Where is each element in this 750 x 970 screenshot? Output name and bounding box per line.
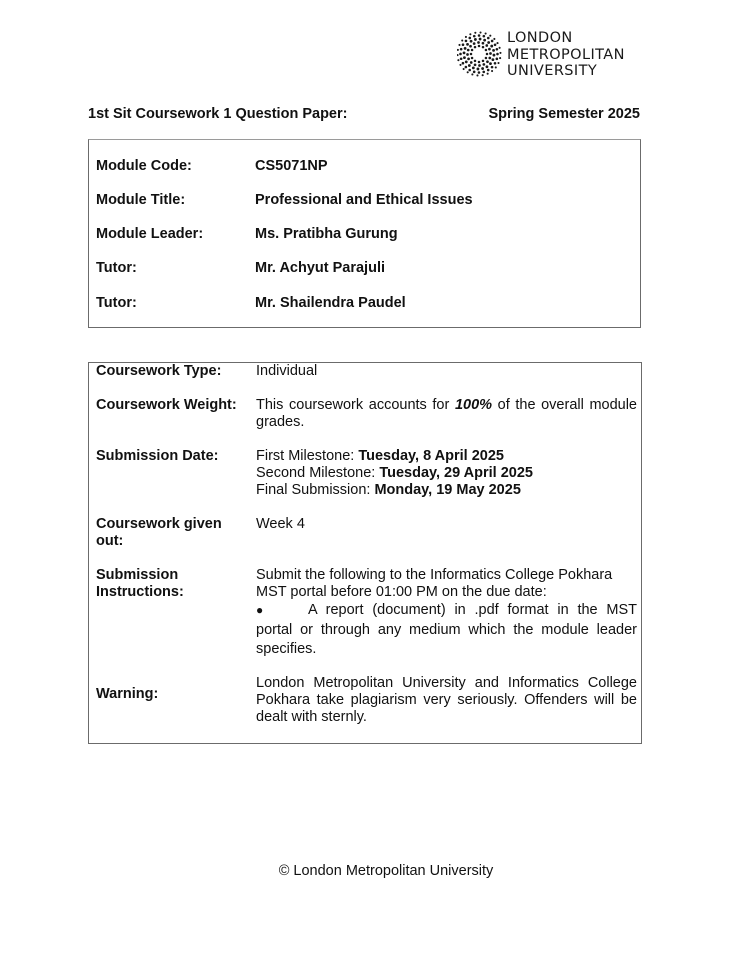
paper-header	[88, 106, 640, 124]
seal-dot	[471, 49, 474, 52]
seal-dot	[479, 32, 481, 34]
seal-dot	[491, 70, 493, 72]
seal-dot	[466, 43, 469, 46]
seal-dot	[494, 62, 497, 65]
seal-dot	[477, 68, 480, 71]
seal-dot	[489, 62, 492, 65]
seal-dot	[485, 32, 487, 34]
seal-dot	[457, 59, 459, 61]
seal-dot	[468, 37, 471, 40]
submission-instructions-label: Submission Instructions:	[96, 567, 184, 600]
seal-dot	[493, 38, 495, 40]
seal-dot	[468, 69, 471, 72]
coursework-details-box	[88, 362, 642, 744]
seal-dot	[478, 64, 481, 67]
milestone-second-label: Second Milestone:	[256, 465, 380, 481]
seal-dot	[483, 35, 486, 38]
seal-dot	[496, 48, 499, 51]
seal-dot	[496, 42, 498, 44]
seal-dot	[494, 43, 497, 46]
milestone-final	[256, 482, 637, 499]
seal-dot	[489, 52, 492, 55]
university-seal-icon	[457, 28, 503, 82]
seal-dot	[472, 67, 475, 70]
coursework-type-value: Individual	[256, 363, 318, 379]
weight-text-pre: This coursework accounts for	[256, 397, 455, 413]
logo-wordmark	[507, 30, 625, 80]
seal-dot	[467, 58, 470, 61]
seal-dot	[462, 43, 465, 46]
copyright-footer: © London Metropolitan University	[278, 863, 494, 879]
seal-dot	[481, 67, 484, 70]
seal-dot	[469, 33, 471, 35]
seal-dot	[483, 63, 486, 66]
milestone-second	[256, 465, 637, 482]
seal-dot	[458, 44, 460, 46]
milestone-first-label: First Milestone:	[256, 448, 359, 464]
warning-label: Warning:	[96, 686, 159, 702]
coursework-weight-label: Coursework Weight:	[96, 397, 237, 413]
seal-dot	[465, 36, 467, 38]
seal-dot	[477, 41, 480, 44]
module-leader-label: Module Leader:	[96, 226, 204, 242]
seal-dot	[485, 57, 488, 60]
seal-dot	[486, 53, 489, 56]
seal-dot	[495, 66, 497, 68]
seal-dot	[499, 47, 501, 49]
seal-dot	[487, 73, 489, 75]
seal-dot	[499, 52, 501, 54]
seal-dot	[463, 68, 465, 70]
seal-dot	[463, 52, 466, 55]
seal-dot	[478, 34, 481, 37]
seal-dot	[487, 41, 490, 44]
tutor-value-1: Mr. Achyut Parajuli	[255, 260, 385, 276]
seal-dot	[474, 63, 477, 66]
instructions-bullet	[256, 601, 637, 660]
seal-dot	[469, 45, 472, 48]
seal-dot	[482, 74, 484, 76]
seal-dot	[465, 66, 468, 69]
seal-dot	[457, 49, 459, 51]
seal-dot	[459, 64, 461, 66]
seal-dot	[471, 73, 473, 75]
seal-dot	[485, 49, 488, 52]
seal-dot	[465, 40, 468, 43]
seal-dot	[476, 74, 478, 76]
seal-dot	[487, 37, 490, 40]
seal-dot	[470, 40, 473, 43]
seal-dot	[474, 46, 477, 49]
milestone-first-date: Tuesday, 8 April 2025	[358, 448, 504, 464]
seal-dot	[470, 53, 473, 56]
submission-date-label: Submission Date:	[96, 448, 219, 464]
seal-dot	[460, 57, 463, 60]
warning-text: London Metropolitan University and Informatics College Pokhara take plagiarism very seriously. Offenders will be dealt with sternly.	[256, 675, 637, 725]
seal-dot	[474, 60, 477, 63]
seal-dot	[499, 57, 501, 59]
seal-dot	[473, 71, 476, 74]
seal-dot	[488, 48, 491, 51]
weight-text-post: of the overall module grades.	[256, 397, 637, 430]
milestone-final-label: Final Submission:	[256, 482, 375, 498]
seal-dot	[490, 45, 493, 48]
seal-dot	[473, 35, 476, 38]
bullet-icon: ●	[256, 603, 264, 617]
module-title-value: Professional and Ethical Issues	[255, 192, 473, 208]
seal-dot	[482, 46, 485, 49]
seal-dot	[486, 60, 489, 63]
instructions-text: Submit the following to the Informatics College Pokhara MST portal before 01:00 PM on the due date:	[256, 567, 613, 600]
submission-instructions	[256, 567, 637, 660]
seal-dot	[492, 58, 495, 61]
seal-dot	[457, 54, 459, 56]
seal-dot	[479, 38, 482, 41]
seal-dot	[487, 69, 490, 72]
seal-dot	[459, 53, 462, 56]
seal-dot	[489, 35, 491, 37]
seal-dot	[461, 40, 463, 42]
seal-dot	[482, 42, 485, 45]
coursework-given-label: Coursework given out:	[96, 516, 222, 549]
tutor-label-2: Tutor:	[96, 295, 137, 311]
logo-line-3: UNIVERSITY	[507, 63, 598, 79]
seal-dot	[497, 62, 499, 64]
seal-dot	[488, 57, 491, 60]
coursework-type-label: Coursework Type:	[96, 363, 222, 379]
tutor-label-1: Tutor:	[96, 260, 137, 276]
module-leader-value: Ms. Pratibha Gurung	[255, 226, 398, 242]
seal-dot	[478, 71, 481, 74]
seal-dot	[496, 58, 499, 61]
milestone-final-date: Monday, 19 May 2025	[374, 482, 521, 498]
seal-dot	[460, 48, 463, 51]
seal-dot	[467, 71, 469, 73]
milestone-first	[256, 448, 637, 465]
module-code-label: Module Code:	[96, 158, 192, 174]
seal-dot	[478, 45, 481, 48]
seal-dot	[493, 54, 496, 57]
submission-dates	[256, 448, 637, 499]
weight-percentage: 100%	[454, 397, 493, 413]
module-code-value: CS5071NP	[255, 158, 328, 174]
paper-title: 1st Sit Coursework 1 Question Paper:	[88, 106, 348, 122]
seal-dot	[473, 42, 476, 45]
module-info-box	[88, 139, 641, 328]
seal-dot	[465, 61, 468, 64]
seal-dot	[474, 38, 477, 41]
logo-line-2: METROPOLITAN	[507, 46, 625, 63]
seal-dot	[485, 44, 488, 47]
seal-dot	[474, 32, 476, 34]
seal-dot	[486, 65, 489, 68]
seal-dot	[482, 71, 485, 74]
seal-dot	[491, 66, 494, 69]
coursework-weight-value	[256, 397, 637, 431]
logo-line-1: LONDON	[507, 30, 573, 46]
seal-dot	[478, 61, 481, 64]
seal-dot	[496, 53, 499, 56]
tutor-value-2: Mr. Shailendra Paudel	[255, 295, 406, 311]
seal-dot	[492, 49, 495, 52]
seal-dot	[462, 62, 465, 65]
seal-dot	[466, 53, 469, 56]
university-logo	[457, 28, 637, 82]
coursework-given-value: Week 4	[256, 516, 305, 532]
seal-dot	[467, 49, 470, 52]
seal-dot	[471, 57, 474, 60]
milestone-second-date: Tuesday, 29 April 2025	[379, 465, 533, 481]
seal-dot	[470, 61, 473, 64]
seal-dot	[468, 64, 471, 67]
seal-dot	[464, 47, 467, 50]
seal-dot	[483, 39, 486, 42]
seal-dot	[463, 56, 466, 59]
module-title-label: Module Title:	[96, 192, 186, 208]
seal-dot	[491, 40, 494, 43]
semester-label: Spring Semester 2025	[488, 106, 640, 122]
seal-dot	[482, 60, 485, 63]
bullet-text: A report (document) in .pdf format in the MST portal or through any medium which the module leader specifies.	[256, 602, 637, 657]
